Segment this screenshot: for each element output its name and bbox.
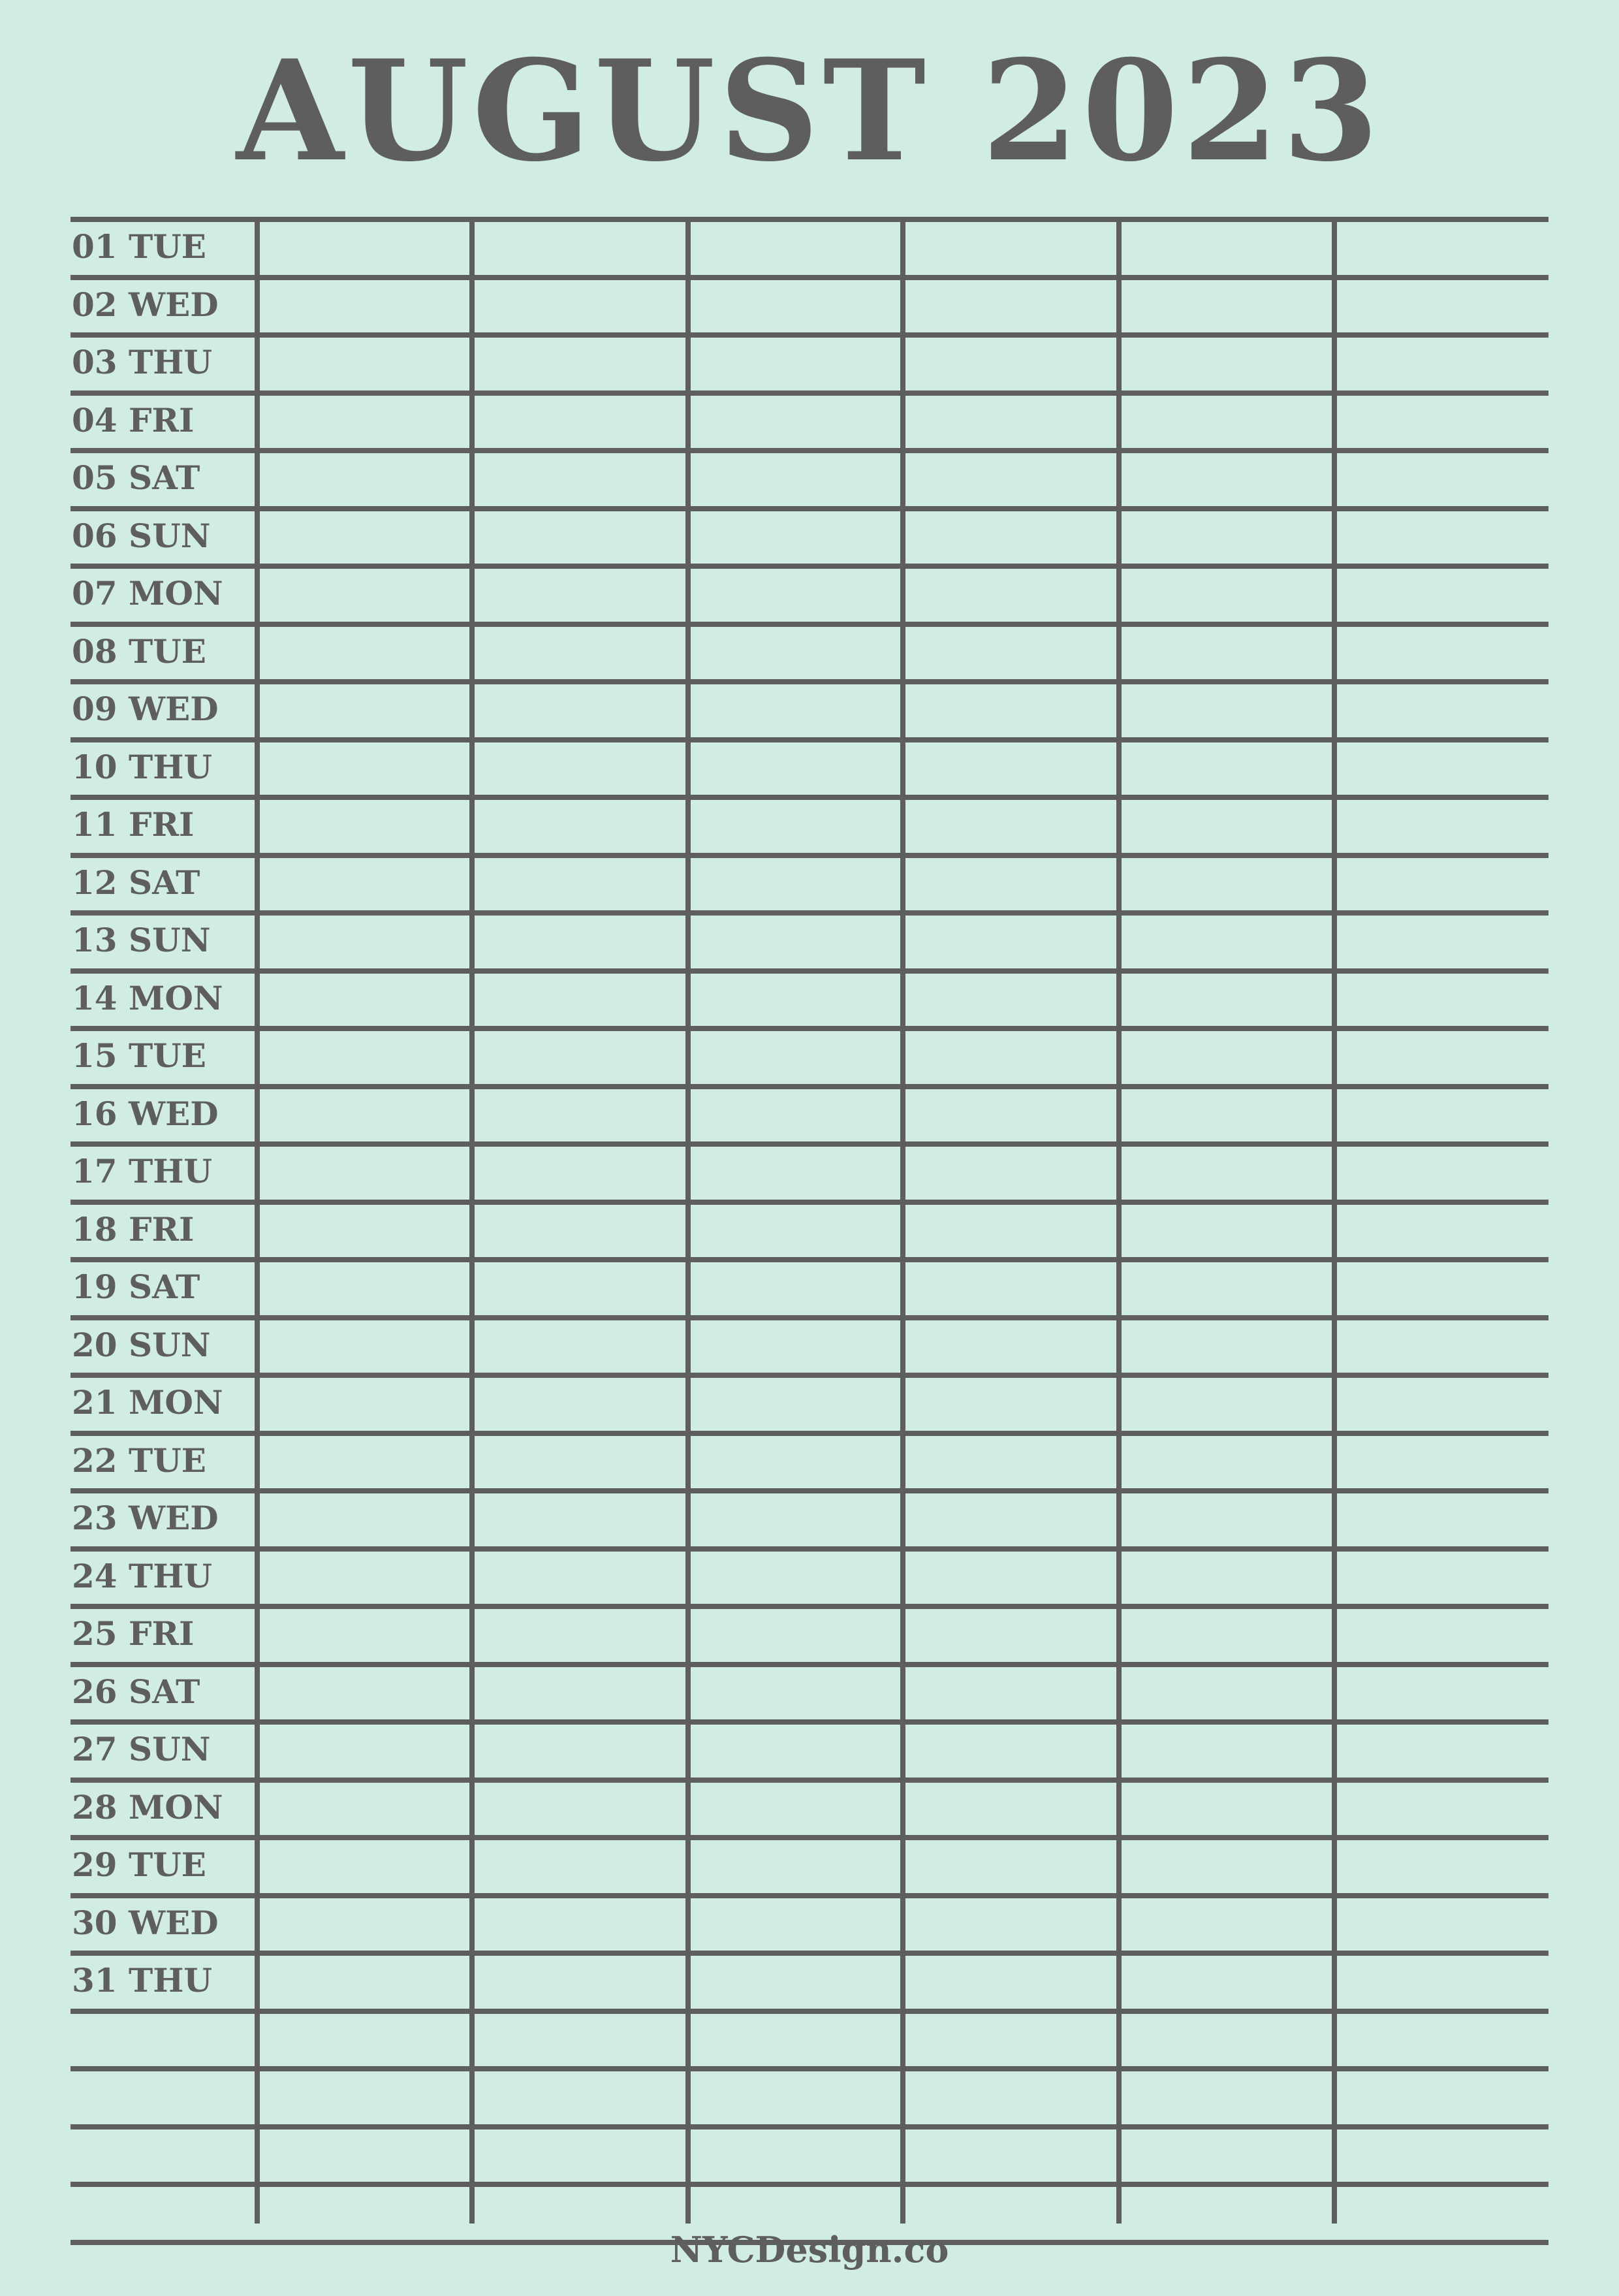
row-divider xyxy=(71,564,1548,569)
row-divider xyxy=(71,391,1548,396)
day-label: 20 SUN xyxy=(72,1325,211,1364)
day-label: 31 THU xyxy=(72,1961,213,2000)
footer-brand: NYCDesign.co xyxy=(670,2229,949,2271)
row-divider xyxy=(71,853,1548,858)
day-label: 04 FRI xyxy=(72,400,195,439)
row-divider xyxy=(71,2066,1548,2071)
row-divider xyxy=(71,1778,1548,1783)
day-label: 05 SAT xyxy=(72,458,200,497)
row-divider xyxy=(71,1546,1548,1552)
day-label: 02 WED xyxy=(72,285,219,324)
row-divider xyxy=(71,622,1548,627)
row-divider xyxy=(71,2009,1548,2014)
row-divider xyxy=(71,968,1548,974)
day-label: 10 THU xyxy=(72,747,213,786)
row-divider xyxy=(71,1315,1548,1320)
row-divider xyxy=(71,1835,1548,1840)
day-label: 21 MON xyxy=(72,1383,223,1422)
day-label: 30 WED xyxy=(72,1903,219,1942)
day-label: 15 TUE xyxy=(72,1036,206,1075)
row-divider xyxy=(71,1141,1548,1147)
day-label: 06 SUN xyxy=(72,516,211,555)
day-label: 28 MON xyxy=(72,1787,223,1826)
day-label: 19 SAT xyxy=(72,1268,200,1306)
row-divider xyxy=(71,1893,1548,1898)
row-divider xyxy=(71,2124,1548,2129)
column-divider xyxy=(1116,217,1122,2224)
day-label: 23 WED xyxy=(72,1499,219,1537)
day-label: 07 MON xyxy=(72,574,223,613)
row-divider xyxy=(71,506,1548,511)
day-label: 12 SAT xyxy=(72,863,200,902)
day-label: 26 SAT xyxy=(72,1672,200,1711)
column-divider xyxy=(255,217,260,2224)
row-divider xyxy=(71,1604,1548,1609)
day-label: 11 FRI xyxy=(72,805,195,844)
day-label: 17 THU xyxy=(72,1152,213,1190)
day-label: 27 SUN xyxy=(72,1730,211,1768)
column-divider xyxy=(1332,217,1337,2224)
day-label: 18 FRI xyxy=(72,1209,195,1249)
day-label: 14 MON xyxy=(72,978,223,1017)
day-label: 29 TUE xyxy=(72,1845,206,1884)
column-divider xyxy=(900,217,905,2224)
day-label: 22 TUE xyxy=(72,1441,206,1480)
row-divider xyxy=(71,217,1548,222)
row-divider xyxy=(71,2182,1548,2187)
column-divider xyxy=(685,217,691,2224)
row-divider xyxy=(71,275,1548,280)
day-label: 25 FRI xyxy=(72,1614,195,1653)
row-divider xyxy=(71,1373,1548,1378)
column-divider xyxy=(469,217,475,2224)
day-label: 24 THU xyxy=(72,1556,213,1595)
day-label: 13 SUN xyxy=(72,921,211,959)
row-divider xyxy=(71,1719,1548,1725)
day-label: 03 THU xyxy=(72,343,213,381)
row-divider xyxy=(71,1026,1548,1031)
day-label: 09 WED xyxy=(72,690,219,728)
row-divider xyxy=(71,1662,1548,1667)
page-title: AUGUST 2023 xyxy=(236,29,1383,192)
day-label: 01 TUE xyxy=(72,227,206,266)
row-divider xyxy=(71,910,1548,916)
day-label: 16 WED xyxy=(72,1094,219,1133)
row-divider xyxy=(71,679,1548,684)
row-divider xyxy=(71,332,1548,338)
day-label: 08 TUE xyxy=(72,631,206,671)
row-divider xyxy=(71,1084,1548,1089)
row-divider xyxy=(71,1257,1548,1262)
row-divider xyxy=(71,448,1548,453)
row-divider xyxy=(71,1431,1548,1436)
row-divider xyxy=(71,1200,1548,1205)
row-divider xyxy=(71,1488,1548,1493)
row-divider xyxy=(71,795,1548,800)
row-divider xyxy=(71,1951,1548,1956)
row-divider xyxy=(71,737,1548,742)
